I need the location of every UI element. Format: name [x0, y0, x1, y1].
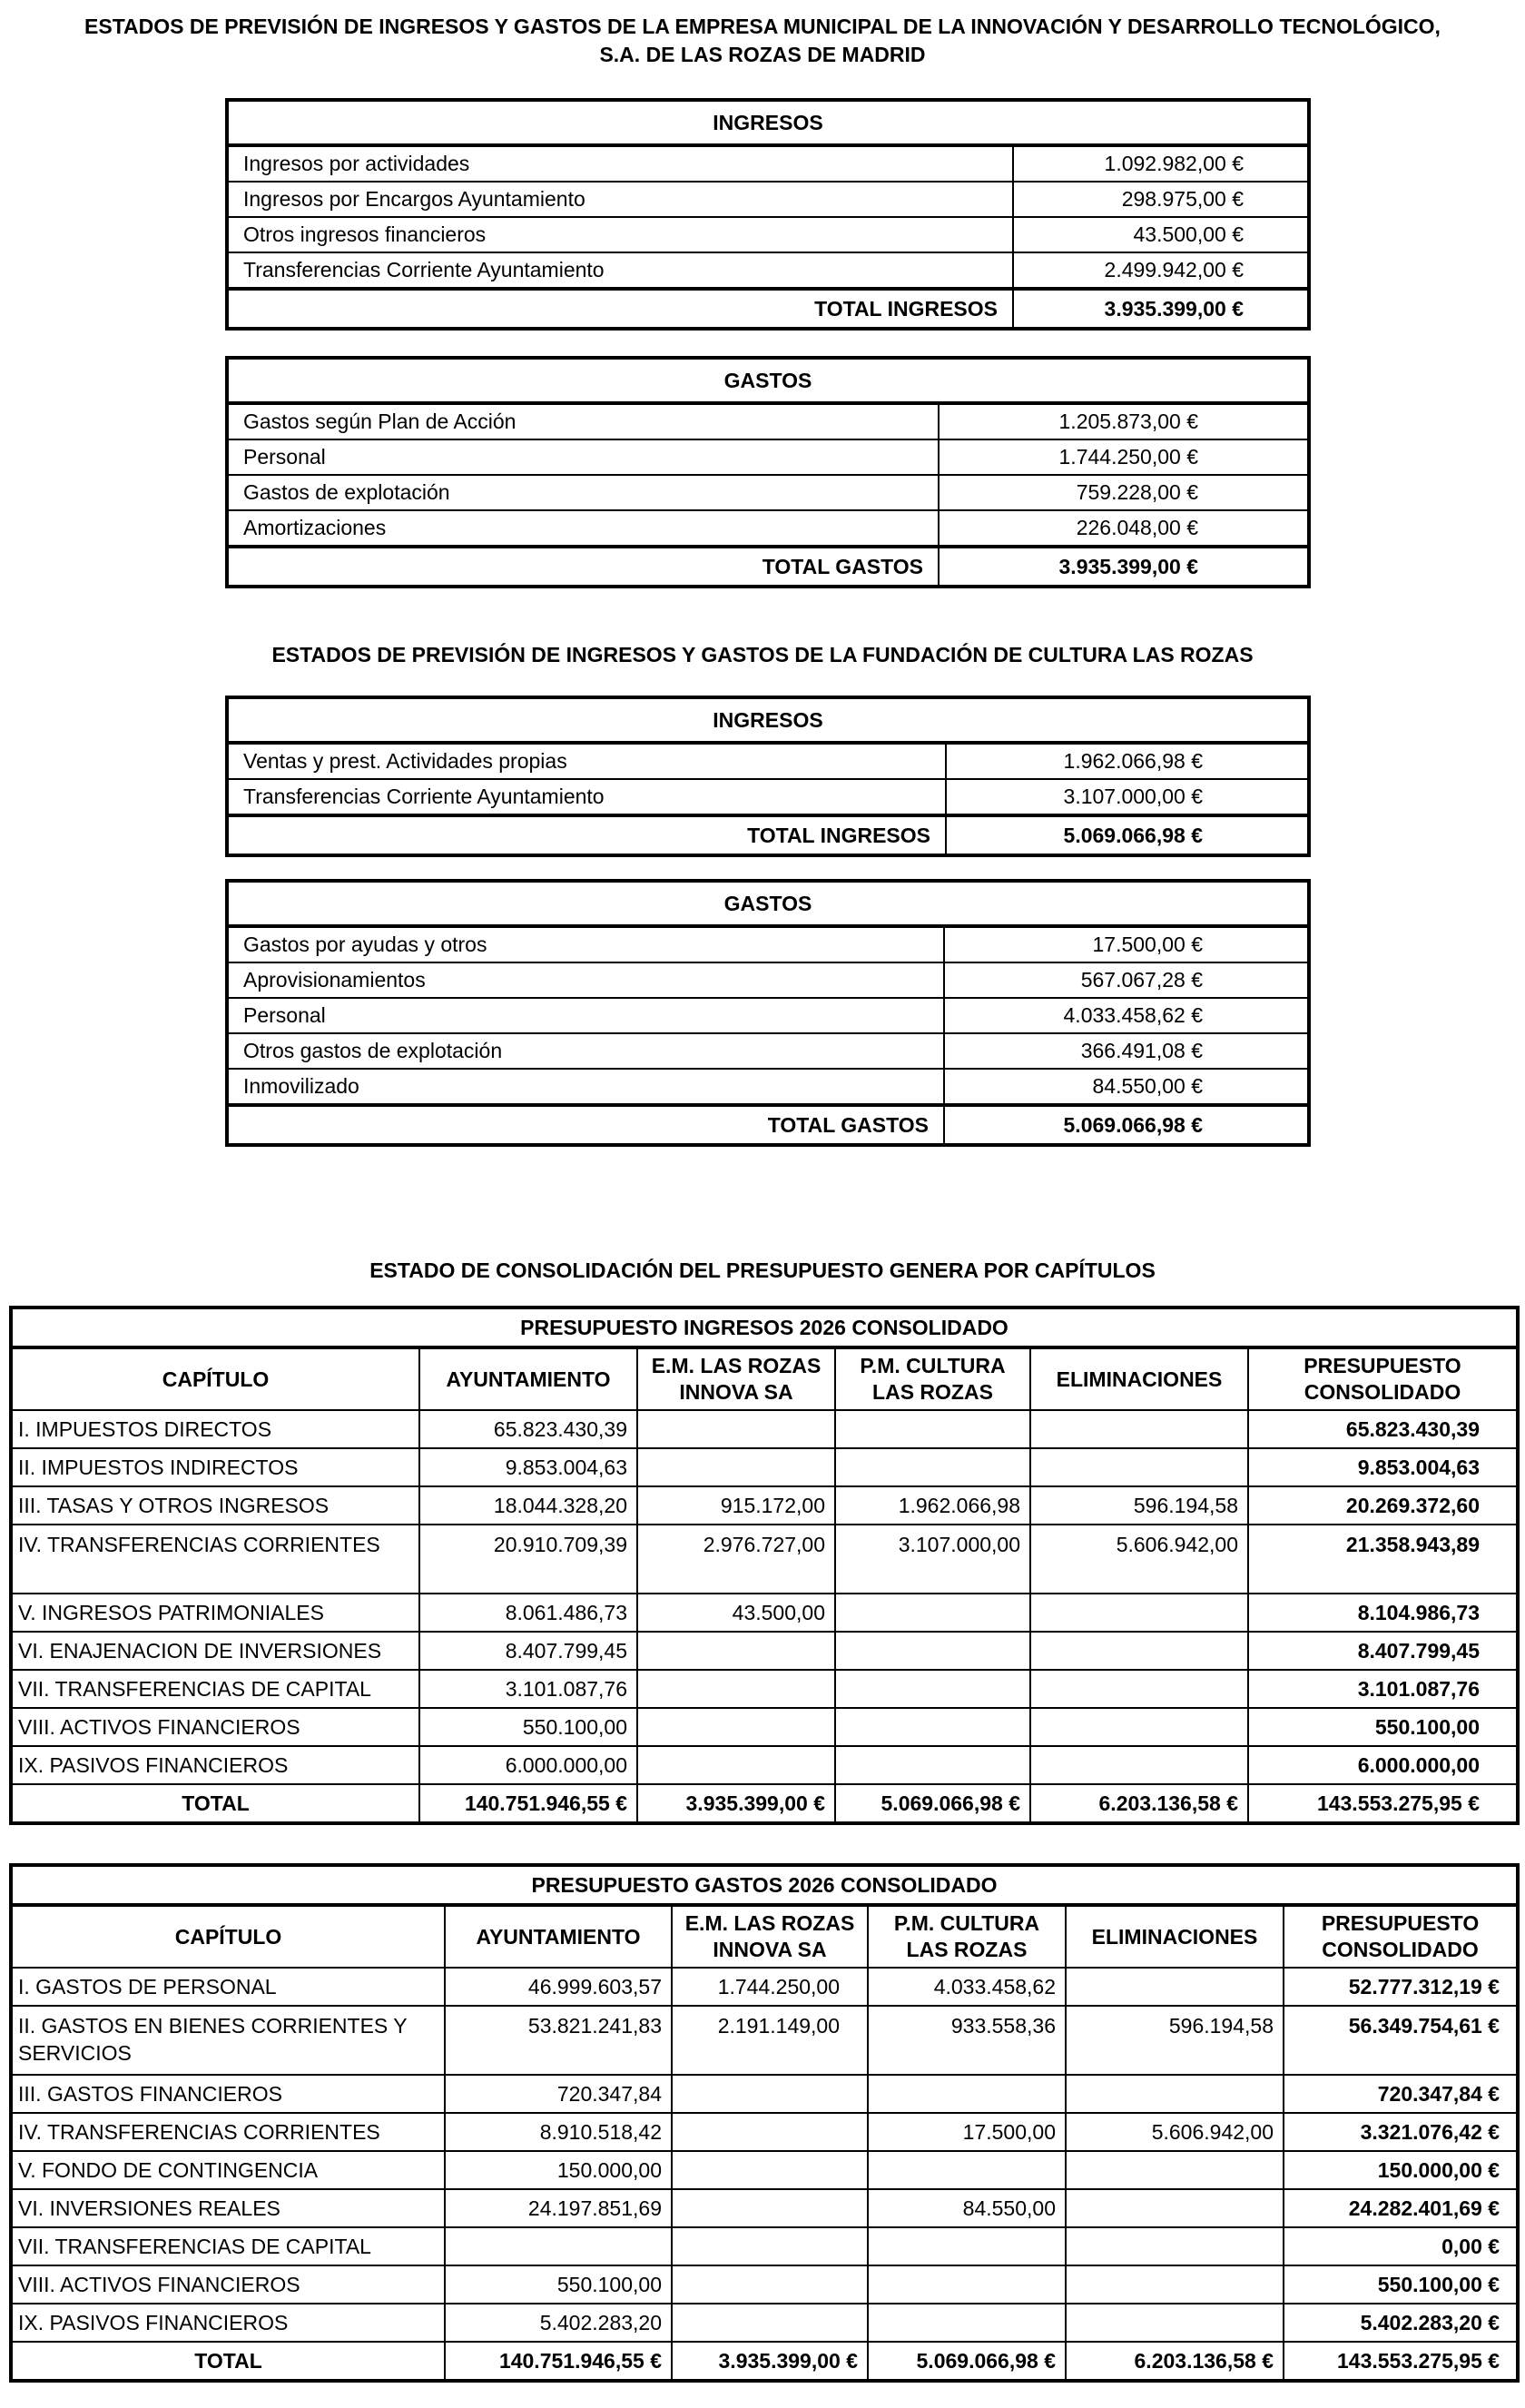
cell-ayuntamiento: 20.910.709,39: [419, 1525, 637, 1594]
cell-consolidado: 550.100,00 €: [1284, 2265, 1518, 2304]
cell-innova: 915.172,00: [637, 1486, 835, 1525]
row-value: 567.067,28 €: [944, 962, 1309, 998]
row-label: Gastos según Plan de Acción: [227, 403, 939, 439]
row-label: Ventas y prest. Actividades propias: [227, 743, 946, 779]
cell-innova: [672, 2304, 868, 2342]
total-consolidado: 143.553.275,95 €: [1284, 2342, 1518, 2381]
cell-ayuntamiento: 8.910.518,42: [445, 2113, 672, 2151]
cell-eliminaciones: [1066, 2151, 1284, 2189]
cell-cultura: 4.033.458,62: [868, 1968, 1066, 2006]
cell-capitulo: II. GASTOS EN BIENES CORRIENTES Y SERVICIOS: [11, 2006, 445, 2075]
cell-consolidado: 9.853.004,63: [1248, 1448, 1518, 1486]
cell-cultura: 84.550,00: [868, 2189, 1066, 2227]
cell-eliminaciones: [1066, 2304, 1284, 2342]
cell-capitulo: VIII. ACTIVOS FINANCIEROS: [11, 1708, 419, 1746]
row-value: 226.048,00 €: [939, 510, 1309, 547]
cell-innova: [672, 2075, 868, 2113]
cell-capitulo: II. IMPUESTOS INDIRECTOS: [11, 1448, 419, 1486]
row-label: Aprovisionamientos: [227, 962, 944, 998]
cell-ayuntamiento: 6.000.000,00: [419, 1746, 637, 1784]
col-innova: [637, 1347, 835, 1410]
cell-cultura: [868, 2075, 1066, 2113]
total-label: TOTAL: [11, 1784, 419, 1823]
row-label: Ingresos por actividades: [227, 145, 1013, 182]
cell-consolidado: 3.321.076,42 €: [1284, 2113, 1518, 2151]
cell-eliminaciones: [1030, 1410, 1248, 1448]
table-row: [11, 1968, 1518, 2006]
cell-ayuntamiento: 3.101.087,76: [419, 1670, 637, 1708]
table-caption: PRESUPUESTO GASTOS 2026 CONSOLIDADO: [11, 1865, 1518, 1905]
total-cultura: 5.069.066,98 €: [835, 1784, 1030, 1823]
row-label: Transferencias Corriente Ayuntamiento: [227, 779, 946, 815]
cell-eliminaciones: 596.194,58: [1066, 2006, 1284, 2075]
col-cultura: [835, 1347, 1030, 1410]
col-innova-line1: E.M. LAS ROZAS: [651, 1354, 822, 1377]
col-ayuntamiento: AYUNTAMIENTO: [445, 1905, 672, 1968]
cell-ayuntamiento: 24.197.851,69: [445, 2189, 672, 2227]
empresa-ingresos-table: [225, 98, 1311, 331]
cell-cultura: [868, 2151, 1066, 2189]
total-label: TOTAL INGRESOS: [227, 289, 1013, 329]
cell-eliminaciones: [1066, 2189, 1284, 2227]
cell-eliminaciones: [1066, 2227, 1284, 2265]
row-value: 1.744.250,00 €: [939, 439, 1309, 475]
col-innova-line2: INNOVA SA: [713, 1938, 827, 1961]
row-label: Personal: [227, 439, 939, 475]
cell-ayuntamiento: 18.044.328,20: [419, 1486, 637, 1525]
cell-cultura: [835, 1746, 1030, 1784]
cell-ayuntamiento: 150.000,00: [445, 2151, 672, 2189]
cell-ayuntamiento: 8.407.799,45: [419, 1632, 637, 1670]
column-headers: [11, 1347, 1518, 1410]
cell-eliminaciones: [1030, 1448, 1248, 1486]
consolidado-ingresos-table: [9, 1306, 1520, 1825]
col-consolidado-line2: CONSOLIDADO: [1322, 1938, 1479, 1961]
col-consolidado: [1284, 1905, 1518, 1968]
cell-cultura: [835, 1670, 1030, 1708]
cell-cultura: [835, 1448, 1030, 1486]
empresa-title: [0, 13, 1525, 69]
table-row: [227, 510, 1309, 547]
row-value: 759.228,00 €: [939, 475, 1309, 510]
consolidado-gastos-table: [9, 1863, 1520, 2383]
empresa-title-line2: S.A. DE LAS ROZAS DE MADRID: [599, 43, 926, 66]
table-row: [227, 1033, 1309, 1069]
cell-innova: 1.744.250,00: [672, 1968, 868, 2006]
cell-ayuntamiento: 550.100,00: [445, 2265, 672, 2304]
total-value: 3.935.399,00 €: [939, 547, 1309, 587]
cell-capitulo: VIII. ACTIVOS FINANCIEROS: [11, 2265, 445, 2304]
total-label: TOTAL GASTOS: [227, 547, 939, 587]
cell-cultura: [835, 1410, 1030, 1448]
cell-eliminaciones: [1030, 1746, 1248, 1784]
table-header: GASTOS: [227, 881, 1309, 926]
fundacion-ingresos-table: [225, 696, 1311, 857]
table-row: [11, 1632, 1518, 1670]
col-capitulo: CAPÍTULO: [11, 1347, 419, 1410]
table-row: [227, 998, 1309, 1033]
cell-cultura: [835, 1594, 1030, 1632]
row-value: 3.107.000,00 €: [946, 779, 1309, 815]
row-value: 366.491,08 €: [944, 1033, 1309, 1069]
table-row: [227, 1069, 1309, 1105]
table-row: [227, 475, 1309, 510]
cell-capitulo: V. INGRESOS PATRIMONIALES: [11, 1594, 419, 1632]
table-row: [227, 145, 1309, 182]
cell-capitulo: VII. TRANSFERENCIAS DE CAPITAL: [11, 1670, 419, 1708]
cell-eliminaciones: [1066, 2265, 1284, 2304]
cell-innova: [637, 1410, 835, 1448]
col-innova-line2: INNOVA SA: [679, 1380, 793, 1404]
cell-consolidado: 8.104.986,73: [1248, 1594, 1518, 1632]
table-row: [11, 1746, 1518, 1784]
row-label: Gastos de explotación: [227, 475, 939, 510]
total-label: TOTAL INGRESOS: [227, 815, 946, 855]
cell-capitulo: VI. ENAJENACION DE INVERSIONES: [11, 1632, 419, 1670]
cell-cultura: 933.558,36: [868, 2006, 1066, 2075]
cell-capitulo: IV. TRANSFERENCIAS CORRIENTES: [11, 2113, 445, 2151]
table-row: [227, 926, 1309, 962]
cell-capitulo: IX. PASIVOS FINANCIEROS: [11, 1746, 419, 1784]
table-header: INGRESOS: [227, 697, 1309, 743]
cell-eliminaciones: [1030, 1670, 1248, 1708]
cell-eliminaciones: [1066, 1968, 1284, 2006]
cell-capitulo: I. IMPUESTOS DIRECTOS: [11, 1410, 419, 1448]
row-label: Inmovilizado: [227, 1069, 944, 1105]
total-label: TOTAL: [11, 2342, 445, 2381]
total-row: [227, 1105, 1309, 1145]
table-row: [11, 2151, 1518, 2189]
table-row: [227, 439, 1309, 475]
cell-ayuntamiento: 5.402.283,20: [445, 2304, 672, 2342]
table-row: [11, 1486, 1518, 1525]
table-row: [11, 2265, 1518, 2304]
cell-consolidado: 52.777.312,19 €: [1284, 1968, 1518, 2006]
table-row: [11, 2304, 1518, 2342]
cell-innova: [672, 2265, 868, 2304]
empresa-title-line1: ESTADOS DE PREVISIÓN DE INGRESOS Y GASTOS DE LA EMPRESA MUNICIPAL DE LA INNOVACIÓN Y DESARROLLO TECNOLÓGICO,: [84, 15, 1441, 38]
col-consolidado: [1248, 1347, 1518, 1410]
table-row: [227, 252, 1309, 289]
cell-ayuntamiento: 53.821.241,83: [445, 2006, 672, 2075]
row-label: Transferencias Corriente Ayuntamiento: [227, 252, 1013, 289]
row-label: Amortizaciones: [227, 510, 939, 547]
row-value: 2.499.942,00 €: [1013, 252, 1309, 289]
cell-innova: [637, 1746, 835, 1784]
cell-consolidado: 720.347,84 €: [1284, 2075, 1518, 2113]
total-eliminaciones: 6.203.136,58 €: [1066, 2342, 1284, 2381]
total-value: 5.069.066,98 €: [944, 1105, 1309, 1145]
cell-consolidado: 24.282.401,69 €: [1284, 2189, 1518, 2227]
cell-innova: [672, 2189, 868, 2227]
total-innova: 3.935.399,00 €: [637, 1784, 835, 1823]
cell-ayuntamiento: 65.823.430,39: [419, 1410, 637, 1448]
table-header: GASTOS: [227, 358, 1309, 403]
col-innova: [672, 1905, 868, 1968]
row-value: 43.500,00 €: [1013, 217, 1309, 252]
row-value: 298.975,00 €: [1013, 182, 1309, 217]
total-row: [227, 289, 1309, 329]
row-value: 1.205.873,00 €: [939, 403, 1309, 439]
table-caption: PRESUPUESTO INGRESOS 2026 CONSOLIDADO: [11, 1308, 1518, 1347]
cell-innova: 2.191.149,00: [672, 2006, 868, 2075]
table-row: [227, 182, 1309, 217]
total-row: [227, 815, 1309, 855]
total-row: [227, 547, 1309, 587]
table-header: INGRESOS: [227, 100, 1309, 145]
cell-consolidado: 6.000.000,00: [1248, 1746, 1518, 1784]
consolidacion-title: ESTADO DE CONSOLIDACIÓN DEL PRESUPUESTO GENERA POR CAPÍTULOS: [369, 1258, 1156, 1282]
cell-innova: [672, 2151, 868, 2189]
cell-innova: [637, 1448, 835, 1486]
table-row: [11, 2189, 1518, 2227]
col-consolidado-line1: PRESUPUESTO: [1321, 1911, 1480, 1935]
cell-cultura: 1.962.066,98: [835, 1486, 1030, 1525]
table-row: [227, 779, 1309, 815]
empresa-gastos-table: [225, 356, 1311, 588]
col-cultura-line1: P.M. CULTURA: [893, 1911, 1040, 1935]
cell-ayuntamiento: 9.853.004,63: [419, 1448, 637, 1486]
cell-ayuntamiento: [445, 2227, 672, 2265]
cell-consolidado: 20.269.372,60: [1248, 1486, 1518, 1525]
cell-capitulo: I. GASTOS DE PERSONAL: [11, 1968, 445, 2006]
col-eliminaciones: ELIMINACIONES: [1066, 1905, 1284, 1968]
cell-ayuntamiento: 46.999.603,57: [445, 1968, 672, 2006]
col-cultura: [868, 1905, 1066, 1968]
cell-consolidado: 5.402.283,20 €: [1284, 2304, 1518, 2342]
cell-consolidado: 550.100,00: [1248, 1708, 1518, 1746]
cell-cultura: 17.500,00: [868, 2113, 1066, 2151]
table-row: [227, 962, 1309, 998]
col-cultura-line1: P.M. CULTURA: [860, 1354, 1006, 1377]
col-innova-line1: E.M. LAS ROZAS: [684, 1911, 855, 1935]
table-row: [11, 1594, 1518, 1632]
table-row: [11, 2006, 1518, 2075]
table-row: [227, 217, 1309, 252]
cell-consolidado: 150.000,00 €: [1284, 2151, 1518, 2189]
col-consolidado-line1: PRESUPUESTO: [1304, 1354, 1461, 1377]
row-label: Gastos por ayudas y otros: [227, 926, 944, 962]
cell-innova: [637, 1632, 835, 1670]
column-headers: [11, 1905, 1518, 1968]
cell-cultura: [868, 2304, 1066, 2342]
cell-consolidado: 8.407.799,45: [1248, 1632, 1518, 1670]
total-consolidado: 143.553.275,95 €: [1248, 1784, 1518, 1823]
row-value: 1.962.066,98 €: [946, 743, 1309, 779]
total-eliminaciones: 6.203.136,58 €: [1030, 1784, 1248, 1823]
cell-innova: [672, 2227, 868, 2265]
row-label: Ingresos por Encargos Ayuntamiento: [227, 182, 1013, 217]
total-ayuntamiento: 140.751.946,55 €: [419, 1784, 637, 1823]
table-row: [11, 1448, 1518, 1486]
cell-innova: [672, 2113, 868, 2151]
col-eliminaciones: ELIMINACIONES: [1030, 1347, 1248, 1410]
cell-innova: 2.976.727,00: [637, 1525, 835, 1594]
cell-eliminaciones: 596.194,58: [1030, 1486, 1248, 1525]
cell-cultura: [868, 2265, 1066, 2304]
row-label: Personal: [227, 998, 944, 1033]
cell-innova: [637, 1670, 835, 1708]
cell-eliminaciones: [1030, 1708, 1248, 1746]
total-ayuntamiento: 140.751.946,55 €: [445, 2342, 672, 2381]
cell-ayuntamiento: 720.347,84: [445, 2075, 672, 2113]
table-row: [227, 743, 1309, 779]
total-value: 5.069.066,98 €: [946, 815, 1309, 855]
total-row: [11, 2342, 1518, 2381]
cell-capitulo: III. GASTOS FINANCIEROS: [11, 2075, 445, 2113]
cell-eliminaciones: 5.606.942,00: [1066, 2113, 1284, 2151]
cell-capitulo: V. FONDO DE CONTINGENCIA: [11, 2151, 445, 2189]
total-innova: 3.935.399,00 €: [672, 2342, 868, 2381]
cell-eliminaciones: [1066, 2075, 1284, 2113]
row-value: 17.500,00 €: [944, 926, 1309, 962]
cell-eliminaciones: [1030, 1594, 1248, 1632]
total-value: 3.935.399,00 €: [1013, 289, 1309, 329]
total-cultura: 5.069.066,98 €: [868, 2342, 1066, 2381]
table-row: [11, 2227, 1518, 2265]
col-cultura-line2: LAS ROZAS: [872, 1380, 993, 1404]
table-row: [227, 403, 1309, 439]
col-ayuntamiento: AYUNTAMIENTO: [419, 1347, 637, 1410]
cell-capitulo: IV. TRANSFERENCIAS CORRIENTES: [11, 1525, 419, 1594]
cell-cultura: [868, 2227, 1066, 2265]
cell-capitulo: III. TASAS Y OTROS INGRESOS: [11, 1486, 419, 1525]
cell-cultura: [835, 1708, 1030, 1746]
cell-consolidado: 21.358.943,89: [1248, 1525, 1518, 1594]
row-value: 84.550,00 €: [944, 1069, 1309, 1105]
cell-cultura: [835, 1632, 1030, 1670]
total-label: TOTAL GASTOS: [227, 1105, 944, 1145]
cell-consolidado: 3.101.087,76: [1248, 1670, 1518, 1708]
col-capitulo: CAPÍTULO: [11, 1905, 445, 1968]
row-value: 4.033.458,62 €: [944, 998, 1309, 1033]
cell-ayuntamiento: 8.061.486,73: [419, 1594, 637, 1632]
col-cultura-line2: LAS ROZAS: [906, 1938, 1028, 1961]
table-row: [11, 1525, 1518, 1594]
table-row: [11, 2113, 1518, 2151]
cell-innova: [637, 1708, 835, 1746]
col-consolidado-line2: CONSOLIDADO: [1304, 1380, 1461, 1404]
fundacion-title: ESTADOS DE PREVISIÓN DE INGRESOS Y GASTOS DE LA FUNDACIÓN DE CULTURA LAS ROZAS: [271, 643, 1254, 666]
row-value: 1.092.982,00 €: [1013, 145, 1309, 182]
cell-capitulo: VI. INVERSIONES REALES: [11, 2189, 445, 2227]
row-label: Otros ingresos financieros: [227, 217, 1013, 252]
cell-cultura: 3.107.000,00: [835, 1525, 1030, 1594]
cell-capitulo: VII. TRANSFERENCIAS DE CAPITAL: [11, 2227, 445, 2265]
cell-eliminaciones: [1030, 1632, 1248, 1670]
row-label: Otros gastos de explotación: [227, 1033, 944, 1069]
cell-capitulo: IX. PASIVOS FINANCIEROS: [11, 2304, 445, 2342]
cell-consolidado: 56.349.754,61 €: [1284, 2006, 1518, 2075]
cell-innova: 43.500,00: [637, 1594, 835, 1632]
cell-consolidado: 65.823.430,39: [1248, 1410, 1518, 1448]
table-row: [11, 1708, 1518, 1746]
table-row: [11, 2075, 1518, 2113]
table-row: [11, 1410, 1518, 1448]
total-row: [11, 1784, 1518, 1823]
cell-ayuntamiento: 550.100,00: [419, 1708, 637, 1746]
cell-eliminaciones: 5.606.942,00: [1030, 1525, 1248, 1594]
cell-consolidado: 0,00 €: [1284, 2227, 1518, 2265]
table-row: [11, 1670, 1518, 1708]
fundacion-gastos-table: [225, 879, 1311, 1147]
